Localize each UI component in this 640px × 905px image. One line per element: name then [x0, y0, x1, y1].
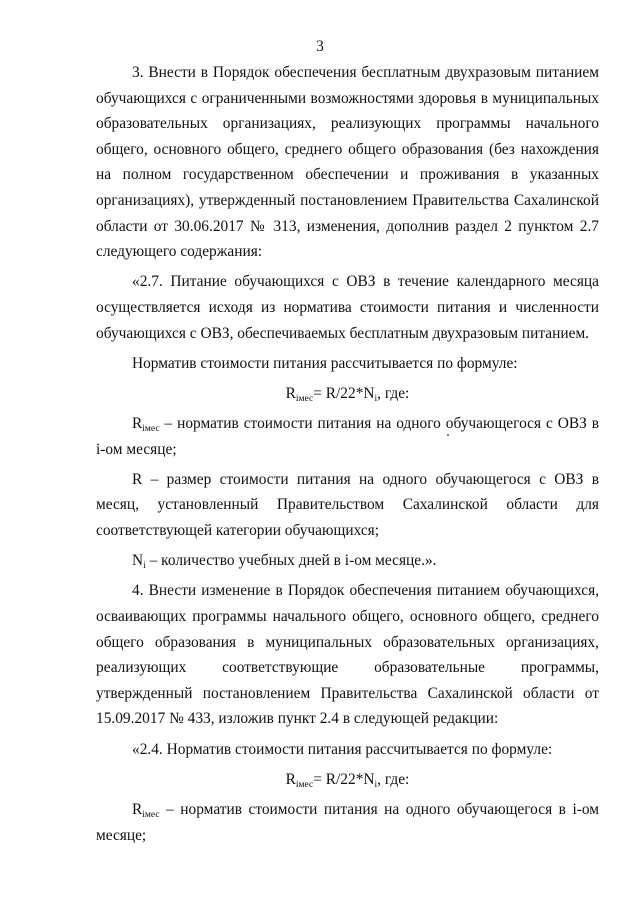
scan-speck — [447, 434, 449, 436]
formula-r: R — [285, 384, 296, 402]
definition-r-imes — [96, 411, 599, 462]
definition-subscript: iмес — [142, 424, 160, 435]
definition-subscript: i — [143, 561, 146, 572]
formula-r-subscript: iмес — [295, 393, 314, 404]
paragraph-item-4: 4. Внести изменение в Порядок обеспечения питанием обучающихся, осваивающих программы начального общего, основного общего, среднего общего образования в муниципальных образовательных организациях, реализующих соответствующие образовательные программы, утвержденный постановлением Правительства Сахалинской области от 15.09.2017 № 433, изложив пункт 2.4 в следующей редакции: — [96, 582, 599, 728]
formula-middle: = R/22*N — [313, 770, 375, 788]
definition-symbol: R — [132, 800, 143, 818]
definition-text: – норматив стоимости питания на одного обучающегося с ОВЗ в i-ом месяце; — [96, 415, 599, 458]
paragraph-item-3: 3. Внести в Порядок обеспечения бесплатным двухразовым питанием обучающихся с ограниченными возможностями здоровья в муниципальных образовательных организациях, реализующих программы начального общего, основного общего, среднего общего образования (без нахождения на полном государственном обеспечении и проживания в указанных организациях), утвержденный постановлением Правительства Сахалинской области от 30.06.2017 № 313, изменения, дополнив раздел 2 пунктом 2.7 следующего содержания: — [96, 64, 599, 261]
definition-r: R – размер стоимости питания на одного обучающегося с ОВЗ в месяц, установленный Правительством Сахалинской области для соответствующей категории обучающихся; — [96, 470, 599, 540]
definition-text: – норматив стоимости питания на одного обучающегося в i-ом месяце; — [96, 800, 599, 844]
paragraph-2-7: «2.7. Питание обучающихся с ОВЗ в течение календарного месяца осуществляется исходя из норматива стоимости питания и численности обучающихся с ОВЗ, обеспечиваемых бесплатным двухразовым питанием. — [96, 273, 599, 342]
definition-symbol: R — [132, 415, 143, 433]
formula-2 — [96, 767, 599, 793]
page-number: 3 — [316, 38, 324, 55]
definition-symbol: N — [132, 552, 144, 570]
formula-r: R — [285, 770, 296, 788]
formula-intro: Норматив стоимости питания рассчитывается по формуле: — [132, 354, 518, 372]
formula-tail: , где: — [377, 770, 410, 788]
definition-text: – количество учебных дней в i-ом месяце.». — [145, 552, 437, 570]
definition-n — [96, 548, 599, 574]
formula-tail: , где: — [377, 384, 410, 402]
definition-subscript: iмес — [142, 809, 160, 820]
definition-r-imes-2 — [96, 797, 599, 848]
formula-n-subscript: i — [374, 779, 378, 790]
paragraph-2-4: «2.4. Норматив стоимости питания рассчитывается по формуле: — [132, 740, 553, 758]
formula-n-subscript: i — [374, 393, 378, 404]
document-body — [96, 60, 599, 853]
formula-r-subscript: iмес — [295, 779, 314, 790]
formula-1 — [96, 381, 599, 407]
formula-middle: = R/22*N — [313, 384, 375, 402]
